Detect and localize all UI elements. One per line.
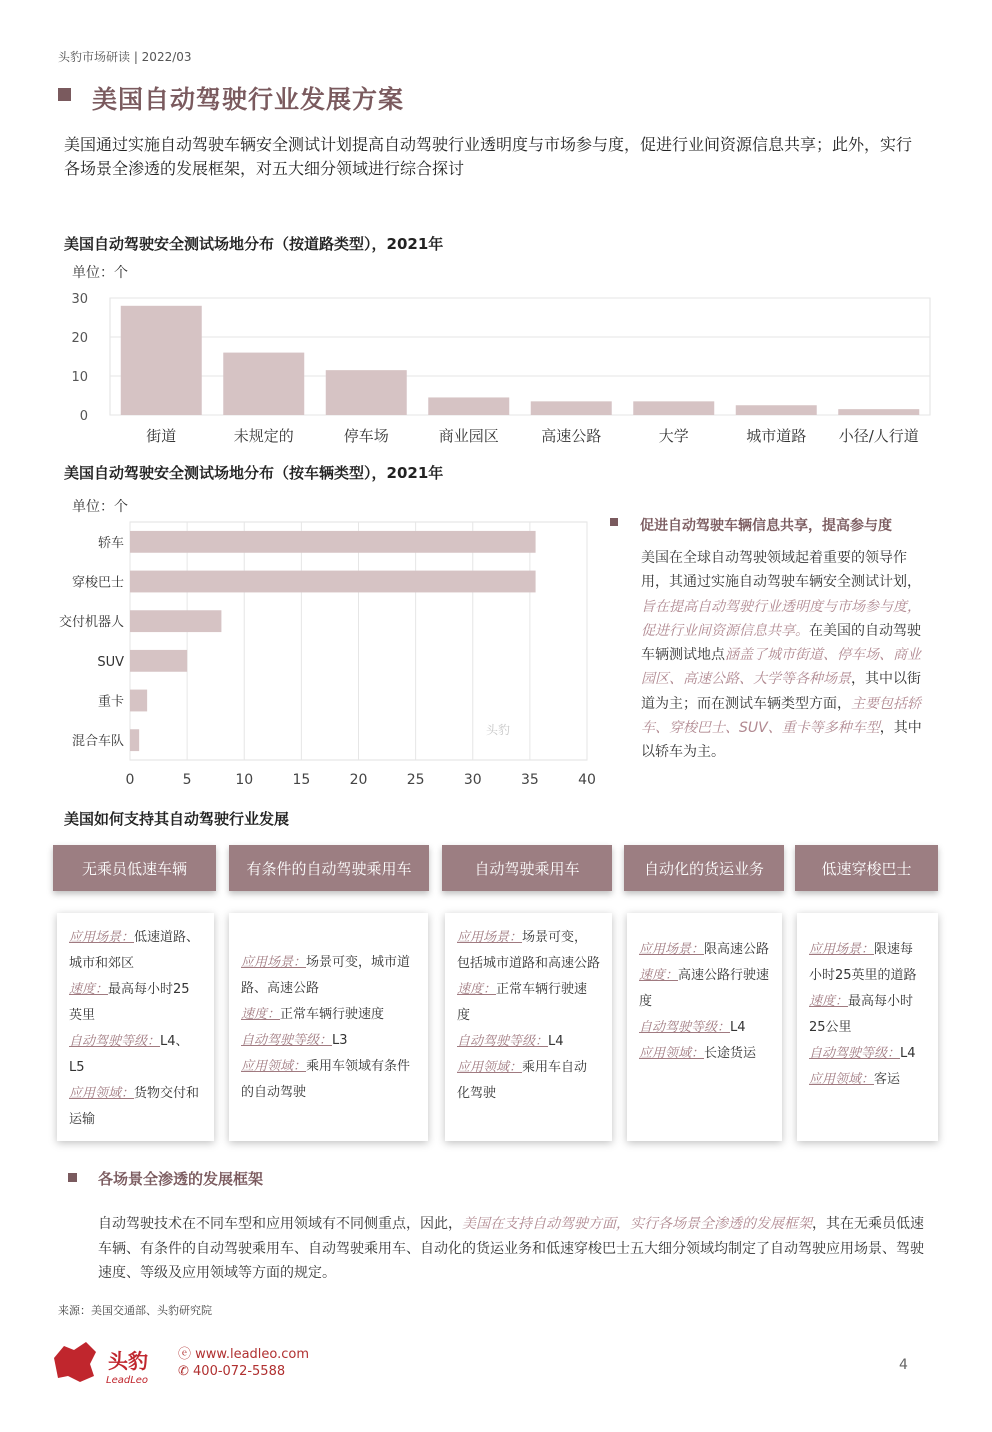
card-4-item-4 [639,1041,770,1067]
logo-en: LeadLeo [106,1375,149,1386]
card-4-text-1: 限高速公路 [704,942,770,957]
card-1-item-4 [69,1081,202,1133]
chart2-xtick-label: 25 [406,772,425,788]
card-4-item-2 [639,963,770,1015]
chart1-bar [531,401,612,415]
chart2-title: 美国自动驾驶安全测试场地分布（按车辆类型），2021年 [64,464,444,482]
sidebar-text-1: 美国在全球自动驾驶领域起着重要的领导作用，其通过实施自动驾驶车辆安全测试计划， [641,550,921,591]
website-text: www.leadleo.com [195,1347,310,1362]
card-4-text-3: L4 [730,1020,746,1035]
chart1-road-type [55,288,940,453]
sidebar-text-2: 在美国的自动驾驶车辆测试地点 [641,622,921,664]
sidebar-text-4: ，其中以轿车为主。 [641,720,922,761]
chart2-bar [130,650,187,672]
sidebar-heading: 促进自动驾驶车辆信息共享，提高参与度 [640,518,892,534]
card-3-item-2 [457,977,600,1029]
chart2-category-label: SUV [97,654,124,670]
section-text-b: ，其在无乘员低速车辆、有条件的自动驾驶乘用车、自动驾驶乘用车、自动化的货运业务和低速穿梭巴士五大细分领域均制定了自动驾驶应用场景、驾驶速度、等级及应用领域等方面的规定。 [98,1216,924,1281]
card-3-text-1: 场景可变，包括城市道路和高速公路 [457,930,601,971]
column-head-4: 自动化的货运业务 [624,845,784,891]
chart2-category-label: 混合车队 [71,734,124,750]
chart2-xtick-label: 35 [520,772,539,788]
card-1-item-3 [69,1029,202,1081]
chart2-unit: 单位：个 [72,499,128,515]
card-5-text-3: L4 [900,1046,916,1061]
sidebar-marker [610,518,618,526]
card-2-text-2: 正常车辆行驶速度 [280,1007,385,1022]
card-4-text-4: 长途货运 [704,1046,757,1061]
card-3-label-1: 应用场景： [457,930,523,945]
column-head-1: 无乘员低速车辆 [53,845,216,891]
card-2-label-1: 应用场景： [241,955,307,970]
sidebar-emph-2: 涵盖了城市街道、停车场、商业园区、高速公路、大学等各种场景 [641,647,921,688]
chart1-bar [326,370,407,415]
card-5-text-4: 客运 [874,1072,901,1087]
card-5-label-4: 应用领域： [809,1072,875,1087]
chart2-bar [130,610,221,632]
chart1-title: 美国自动驾驶安全测试场地分布（按道路类型），2021年 [64,235,444,253]
phone-icon: ✆ [178,1364,194,1379]
card-5-item-3 [809,1041,926,1067]
card-1-text-1: 低速道路、城市和郊区 [69,930,200,971]
website-link[interactable] [178,1343,309,1362]
card-2-item-1 [241,950,416,1002]
chart2-category-label: 交付机器人 [58,615,124,631]
card-4 [627,913,782,1141]
chart1-category-label: 小径/人行道 [838,427,919,445]
chart2-xtick-label: 20 [349,772,368,788]
title-marker [58,88,71,101]
card-3-label-3: 自动驾驶等级： [457,1034,549,1049]
page-title: 美国自动驾驶行业发展方案 [92,85,405,114]
card-1-text-2: 最高每小时25英里 [69,982,190,1023]
source-note: 来源：美国交通部、头豹研究院 [58,1304,212,1317]
sidebar-text-3: ，其中以街道为主；而在测试车辆类型方面， [641,671,921,712]
card-5-text-1: 限速每小时25英里的道路 [809,942,917,983]
chart1-bar [428,397,509,415]
page-number: 4 [899,1357,908,1373]
chart2-watermark: 头豹 [486,723,511,737]
card-2-text-3: L3 [332,1033,348,1048]
chart1-category-label: 未规定的 [233,427,294,445]
leopard-icon [50,1338,174,1388]
card-5-item-2 [809,989,926,1041]
card-3-label-2: 速度： [457,982,497,997]
chart2-xtick-label: 30 [463,772,482,788]
sidebar-emph-1: 旨在提高自动驾驶行业透明度与市场参与度，促进行业间资源信息共享。 [641,598,921,639]
chart1-category-label: 城市道路 [746,427,807,445]
chart2-bar [130,690,147,712]
chart2-category-label: 穿梭巴士 [71,575,124,591]
column-head-2: 有条件的自动驾驶乘用车 [229,845,429,891]
chart2-category-label: 轿车 [97,535,124,551]
card-1-item-2 [69,977,202,1029]
support-title: 美国如何支持其自动驾驶行业发展 [64,810,290,828]
card-2 [229,913,428,1141]
card-1-item-1 [69,925,202,977]
chart2-xtick-label: 0 [125,772,135,788]
card-2-label-4: 应用领域： [241,1059,307,1074]
chart1-category-label: 停车场 [343,427,389,445]
card-1-label-3: 自动驾驶等级： [69,1034,161,1049]
card-3-text-3: L4 [548,1034,564,1049]
chart1-category-label: 商业园区 [438,427,499,445]
card-1 [57,913,214,1141]
card-4-label-3: 自动驾驶等级： [639,1020,731,1035]
card-3 [445,913,612,1141]
card-3-text-2: 正常车辆行驶速度 [457,982,588,1023]
card-5-item-4 [809,1067,926,1093]
logo-cn: 头豹 [108,1349,148,1373]
card-4-label-4: 应用领域： [639,1046,705,1061]
header-source: 头豹市场研读 | 2022/03 [58,50,192,64]
section-emph: 美国在支持自动驾驶方面，实行各场景全渗透的发展框架 [462,1216,812,1232]
chart1-bar [736,405,817,415]
card-1-label-4: 应用领域： [69,1086,135,1101]
leadleo-logo [50,1338,174,1392]
section-body [98,1212,933,1286]
chart2-bar [130,571,536,593]
card-2-label-2: 速度： [241,1007,281,1022]
card-4-item-1 [639,937,770,963]
card-4-label-2: 速度： [639,968,679,983]
card-3-item-4 [457,1055,600,1107]
card-5-label-2: 速度： [809,994,849,1009]
chart1-ytick-label: 10 [71,370,88,385]
chart2-bar [130,531,536,553]
chart1-ytick-label: 20 [71,331,88,346]
web-icon: ⓔ [178,1347,196,1362]
card-2-label-3: 自动驾驶等级： [241,1033,333,1048]
chart2-xtick-label: 15 [292,772,311,788]
chart2-vehicle-type [50,520,610,792]
card-5-item-1 [809,937,926,989]
chart1-ytick-label: 30 [71,292,88,307]
chart2-category-label: 重卡 [97,694,124,710]
card-2-item-3 [241,1028,416,1054]
section-title: 各场景全渗透的发展框架 [98,1170,264,1188]
column-head-3: 自动驾驶乘用车 [442,845,612,891]
column-head-5: 低速穿梭巴士 [795,845,938,891]
card-1-label-1: 应用场景： [69,930,135,945]
card-2-item-2 [241,1002,416,1028]
card-2-text-4: 乘用车领域有条件的自动驾驶 [241,1059,411,1100]
chart1-bar [838,409,919,415]
card-2-item-4 [241,1054,416,1106]
phone-number [178,1364,285,1379]
card-3-label-4: 应用领域： [457,1060,523,1075]
card-3-text-4: 乘用车自动化驾驶 [457,1060,588,1101]
card-1-text-4: 货物交付和运输 [69,1086,200,1127]
card-4-item-3 [639,1015,770,1041]
chart1-ytick-label: 0 [79,409,88,424]
card-4-text-2: 高速公路行驶速度 [639,968,770,1009]
chart2-bar [130,729,139,751]
sidebar-body [641,546,933,765]
chart2-xtick-label: 10 [235,772,254,788]
chart1-bar [633,401,714,415]
card-3-item-3 [457,1029,600,1055]
card-1-label-2: 速度： [69,982,109,997]
chart1-unit: 单位：个 [72,265,128,281]
card-5-label-1: 应用场景： [809,942,875,957]
section-text-a: 自动驾驶技术在不同车型和应用领域有不同侧重点，因此， [98,1216,462,1232]
chart1-category-label: 街道 [146,427,177,445]
chart1-bar [223,353,304,415]
intro-paragraph: 美国通过实施自动驾驶车辆安全测试计划提高自动驾驶行业透明度与市场参与度，促进行业间资源信息共享；此外，实行各场景全渗透的发展框架，对五大细分领域进行综合探讨 [64,135,913,178]
chart1-category-label: 高速公路 [541,427,602,445]
card-3-item-1 [457,925,600,977]
chart1-bar [121,306,202,415]
card-1-text-3: L4、L5 [69,1034,189,1075]
phone-text: 400-072-5588 [193,1364,286,1379]
section-marker [68,1173,77,1182]
chart2-xtick-label: 5 [182,772,192,788]
card-5-text-2: 最高每小时25公里 [809,994,914,1035]
chart1-category-label: 大学 [658,427,689,445]
card-2-text-1: 场景可变，城市道路、高速公路 [241,955,411,996]
sidebar-emph-3: 主要包括轿车、穿梭巴士、SUV、重卡等多种车型 [641,695,921,737]
card-4-label-1: 应用场景： [639,942,705,957]
card-5-label-3: 自动驾驶等级： [809,1046,901,1061]
card-5 [797,913,938,1141]
chart2-xtick-label: 40 [578,772,596,788]
